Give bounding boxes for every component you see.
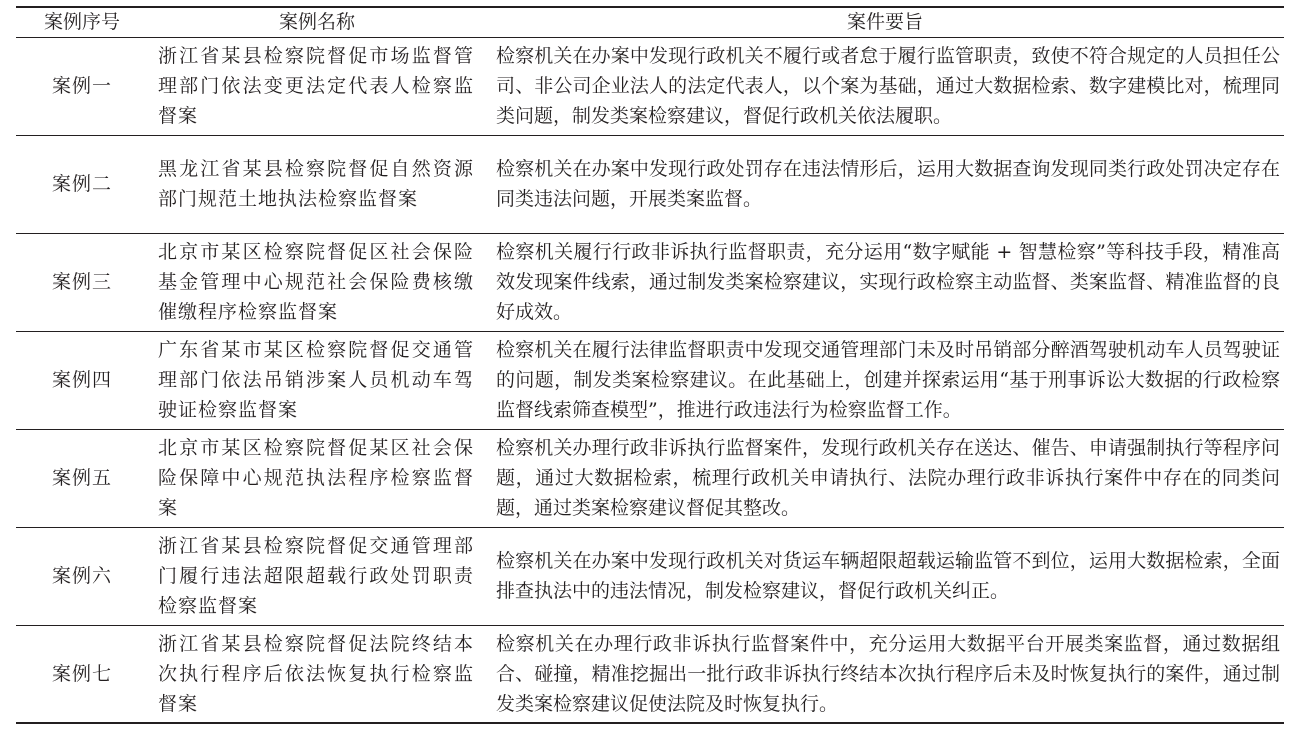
case-table: [16, 6, 1284, 724]
header-case-number: 案例序号: [16, 7, 148, 37]
table-row: [16, 625, 1284, 723]
case-gist: 检察机关办理行政非诉执行监督案件，发现行政机关存在送达、催告、申请强制执行等程序问题，通过大数据检索，梳理行政机关申请执行、法院办理行政非诉执行案件中存在的同类问题，通过类案检察建议督促其整改。: [486, 429, 1284, 527]
case-number: 案例六: [16, 527, 148, 625]
header-case-gist: 案件要旨: [486, 7, 1284, 37]
case-name: 浙江省某县检察院督促法院终结本次执行程序后依法恢复执行检察监督案: [148, 625, 486, 723]
case-number: 案例一: [16, 37, 148, 135]
case-gist: 检察机关在办案中发现行政处罚存在违法情形后，运用大数据查询发现同类行政处罚决定存在同类违法问题，开展类案监督。: [486, 135, 1284, 233]
table-row: [16, 233, 1284, 331]
header-row: [16, 7, 1284, 37]
case-name: 黑龙江省某县检察院督促自然资源部门规范土地执法检察监督案: [148, 135, 486, 233]
table-row: [16, 37, 1284, 135]
table-body: [16, 37, 1284, 723]
case-number: 案例七: [16, 625, 148, 723]
table-row: [16, 135, 1284, 233]
case-gist: 检察机关在办案中发现行政机关对货运车辆超限超载运输监管不到位，运用大数据检索，全面排查执法中的违法情况，制发检察建议，督促行政机关纠正。: [486, 527, 1284, 625]
table-row: [16, 331, 1284, 429]
case-gist: 检察机关履行行政非诉执行监督职责，充分运用“数字赋能 + 智慧检察”等科技手段，精准高效发现案件线索，通过制发类案检察建议，实现行政检察主动监督、类案监督、精准监督的良好成效。: [486, 233, 1284, 331]
case-number: 案例三: [16, 233, 148, 331]
case-number: 案例五: [16, 429, 148, 527]
case-name: 北京市某区检察院督促区社会保险基金管理中心规范社会保险费核缴催缴程序检察监督案: [148, 233, 486, 331]
table-row: [16, 527, 1284, 625]
case-name: 浙江省某县检察院督促市场监督管理部门依法变更法定代表人检察监督案: [148, 37, 486, 135]
case-name: 北京市某区检察院督促某区社会保险保障中心规范执法程序检察监督案: [148, 429, 486, 527]
table-row: [16, 429, 1284, 527]
case-gist: 检察机关在办理行政非诉执行监督案件中，充分运用大数据平台开展类案监督，通过数据组合、碰撞，精准挖掘出一批行政非诉执行终结本次执行程序后未及时恢复执行的案件，通过制发类案检察建议促使法院及时恢复执行。: [486, 625, 1284, 723]
case-gist: 检察机关在履行法律监督职责中发现交通管理部门未及时吊销部分醉酒驾驶机动车人员驾驶证的问题，制发类案检察建议。在此基础上，创建并探索运用“基于刑事诉讼大数据的行政检察监督线索筛查模型”，推进行政违法行为检察监督工作。: [486, 331, 1284, 429]
case-name: 广东省某市某区检察院督促交通管理部门依法吊销涉案人员机动车驾驶证检察监督案: [148, 331, 486, 429]
header-case-name: 案例名称: [148, 7, 486, 37]
case-number: 案例四: [16, 331, 148, 429]
case-name: 浙江省某县检察院督促交通管理部门履行违法超限超载行政处罚职责检察监督案: [148, 527, 486, 625]
case-gist: 检察机关在办案中发现行政机关不履行或者怠于履行监管职责，致使不符合规定的人员担任公司、非公司企业法人的法定代表人，以个案为基础，通过大数据检索、数字建模比对，梳理同类问题，制发类案检察建议，督促行政机关依法履职。: [486, 37, 1284, 135]
case-number: 案例二: [16, 135, 148, 233]
table-header: [16, 7, 1284, 37]
